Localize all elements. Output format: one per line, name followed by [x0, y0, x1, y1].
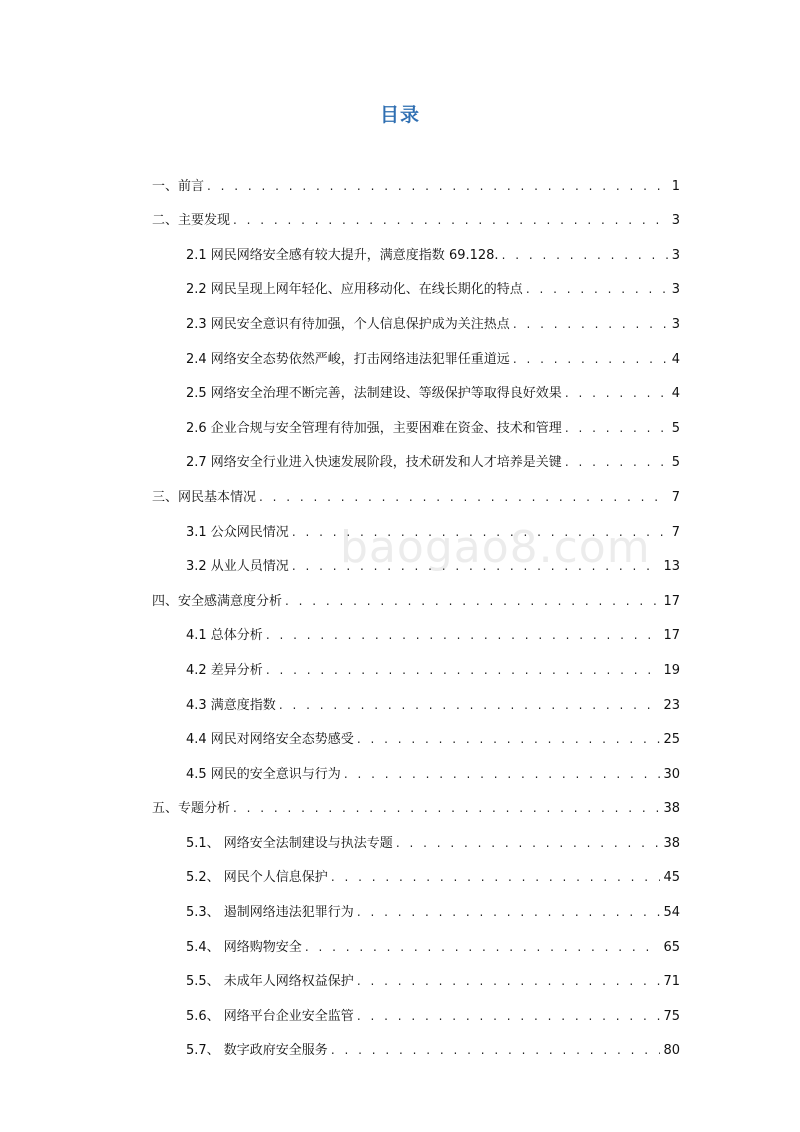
toc-dot-leader [565, 385, 669, 404]
toc-entry-page-number: 45 [663, 870, 680, 886]
toc-entry-label: 4.3 满意度指数 [186, 697, 276, 713]
toc-title: 目录 [379, 104, 420, 126]
toc-entry-label: 三、网民基本情况 [152, 489, 257, 505]
toc-entry-page-number: 17 [663, 628, 680, 644]
toc-entry-label: 4.5 网民的安全意识与行为 [186, 766, 341, 782]
toc-entry-label: 2.5 网络安全治理不断完善，法制建设、等级保护等取得良好效果 [186, 386, 562, 402]
toc-entry[interactable] [152, 543, 680, 578]
toc-dot-leader [279, 697, 661, 716]
toc-dot-leader [233, 800, 660, 819]
toc-entry[interactable] [152, 335, 680, 370]
toc-entry-label: 2.2 网民呈现上网年轻化、应用移动化、在线长期化的特点 [186, 282, 523, 298]
toc-entry[interactable] [152, 577, 680, 612]
watermark: baogao8.com [340, 522, 651, 573]
toc-dot-leader [357, 731, 661, 750]
toc-entry-page-number: 5 [671, 455, 680, 471]
toc-entry-label: 5.6、 网络平台企业安全监管 [186, 1008, 354, 1024]
toc-entry[interactable] [152, 370, 680, 405]
toc-entry-page-number: 7 [671, 489, 680, 505]
toc-dot-leader [344, 766, 661, 785]
toc-entry[interactable] [152, 1027, 680, 1062]
toc-entry-page-number: 4 [671, 351, 680, 367]
toc-dot-leader [331, 1042, 661, 1061]
toc-entry[interactable] [152, 888, 680, 923]
toc-dot-leader [357, 973, 661, 992]
toc-entry[interactable] [152, 854, 680, 889]
toc-entry-label: 二、主要发现 [152, 213, 231, 229]
toc-entry-page-number: 3 [671, 213, 680, 229]
toc-entry-label: 四、安全感满意度分析 [152, 593, 283, 609]
toc-dot-leader [513, 351, 669, 370]
toc-entry-page-number: 17 [663, 593, 680, 609]
toc-entry[interactable] [152, 162, 680, 197]
toc-entry-page-number: 38 [663, 801, 680, 817]
toc-entry[interactable] [152, 681, 680, 716]
toc-entry[interactable] [152, 992, 680, 1027]
toc-entry[interactable] [152, 300, 680, 335]
toc-entry[interactable] [152, 197, 680, 232]
toc-entry-page-number: 75 [663, 1008, 680, 1024]
toc-dot-leader [207, 178, 669, 197]
toc-entry-page-number: 3 [671, 316, 680, 332]
toc-entry-label: 5.5、 未成年人网络权益保护 [186, 974, 354, 990]
toc-entry-page-number: 13 [663, 559, 680, 575]
toc-entry-page-number: 3 [671, 247, 680, 263]
toc-entry-label: 五、专题分析 [152, 801, 231, 817]
toc-entry[interactable] [152, 819, 680, 854]
toc-entry-label: 2.7 网络安全行业进入快速发展阶段，技术研发和人才培养是关键 [186, 455, 562, 471]
toc-entry-page-number: 3 [671, 282, 680, 298]
toc-entry[interactable] [152, 473, 680, 508]
toc-entry-page-number: 30 [663, 766, 680, 782]
toc-entry-label: 5.2、 网民个人信息保护 [186, 870, 328, 886]
toc-entry-label: 5.7、 数字政府安全服务 [186, 1043, 328, 1059]
toc-entry-page-number: 25 [663, 732, 680, 748]
toc-entry-label: 4.2 差异分析 [186, 662, 263, 678]
toc-entry-label: 2.3 网民安全意识有待加强，个人信息保护成为关注热点 [186, 316, 510, 332]
toc-entry-label: 5.4、 网络购物安全 [186, 939, 302, 955]
toc-entry-page-number: 19 [663, 662, 680, 678]
toc-dot-leader [266, 627, 661, 646]
toc-entry-label: 4.1 总体分析 [186, 628, 263, 644]
toc-entry[interactable] [152, 785, 680, 820]
toc-dot-leader [305, 939, 661, 958]
toc-entry-label: 3.1 公众网民情况 [186, 524, 289, 540]
toc-entry[interactable] [152, 439, 680, 474]
toc-dot-leader [292, 524, 669, 543]
toc-entry-label: 4.4 网民对网络安全态势感受 [186, 732, 354, 748]
toc-dot-leader [565, 454, 669, 473]
toc-entry-page-number: 1 [671, 178, 680, 194]
toc-entry[interactable] [152, 750, 680, 785]
toc-dot-leader [259, 489, 669, 508]
toc-dot-leader [526, 281, 669, 300]
toc-dot-leader [513, 316, 669, 335]
toc-dot-leader [285, 593, 660, 612]
toc-entry-page-number: 54 [663, 905, 680, 921]
toc-entry-label: 一、前言 [152, 178, 205, 194]
toc-dot-leader [396, 835, 661, 854]
toc-dot-leader [292, 558, 661, 577]
toc-list [152, 162, 680, 1061]
toc-dot-leader [233, 212, 669, 231]
toc-entry[interactable] [152, 231, 680, 266]
toc-dot-leader [266, 662, 661, 681]
toc-entry-page-number: 23 [663, 697, 680, 713]
toc-dot-leader [331, 869, 661, 888]
toc-entry-label: 5.3、 遏制网络违法犯罪行为 [186, 905, 354, 921]
toc-entry-label: 5.1、 网络安全法制建设与执法专题 [186, 835, 393, 851]
toc-entry[interactable] [152, 612, 680, 647]
toc-entry-label: 3.2 从业人员情况 [186, 559, 289, 575]
toc-entry-label: 2.6 企业合规与安全管理有待加强，主要困难在资金、技术和管理 [186, 420, 562, 436]
toc-entry-page-number: 65 [663, 939, 680, 955]
toc-entry[interactable] [152, 923, 680, 958]
toc-entry-label: 2.4 网络安全态势依然严峻，打击网络违法犯罪任重道远 [186, 351, 510, 367]
toc-entry-label: 2.1 网民网络安全感有较大提升，满意度指数 69.128. [186, 247, 499, 263]
toc-entry[interactable] [152, 266, 680, 301]
toc-entry-page-number: 4 [671, 386, 680, 402]
toc-entry[interactable] [152, 958, 680, 993]
toc-dot-leader [565, 420, 669, 439]
toc-entry-page-number: 5 [671, 420, 680, 436]
toc-entry[interactable] [152, 716, 680, 751]
toc-dot-leader [357, 904, 661, 923]
toc-entry[interactable] [152, 404, 680, 439]
toc-entry[interactable] [152, 646, 680, 681]
toc-entry-page-number: 7 [671, 524, 680, 540]
toc-dot-leader [502, 247, 669, 266]
toc-entry[interactable] [152, 508, 680, 543]
toc-entry-page-number: 71 [663, 974, 680, 990]
toc-entry-page-number: 38 [663, 835, 680, 851]
toc-entry-page-number: 80 [663, 1043, 680, 1059]
toc-dot-leader [357, 1008, 661, 1027]
